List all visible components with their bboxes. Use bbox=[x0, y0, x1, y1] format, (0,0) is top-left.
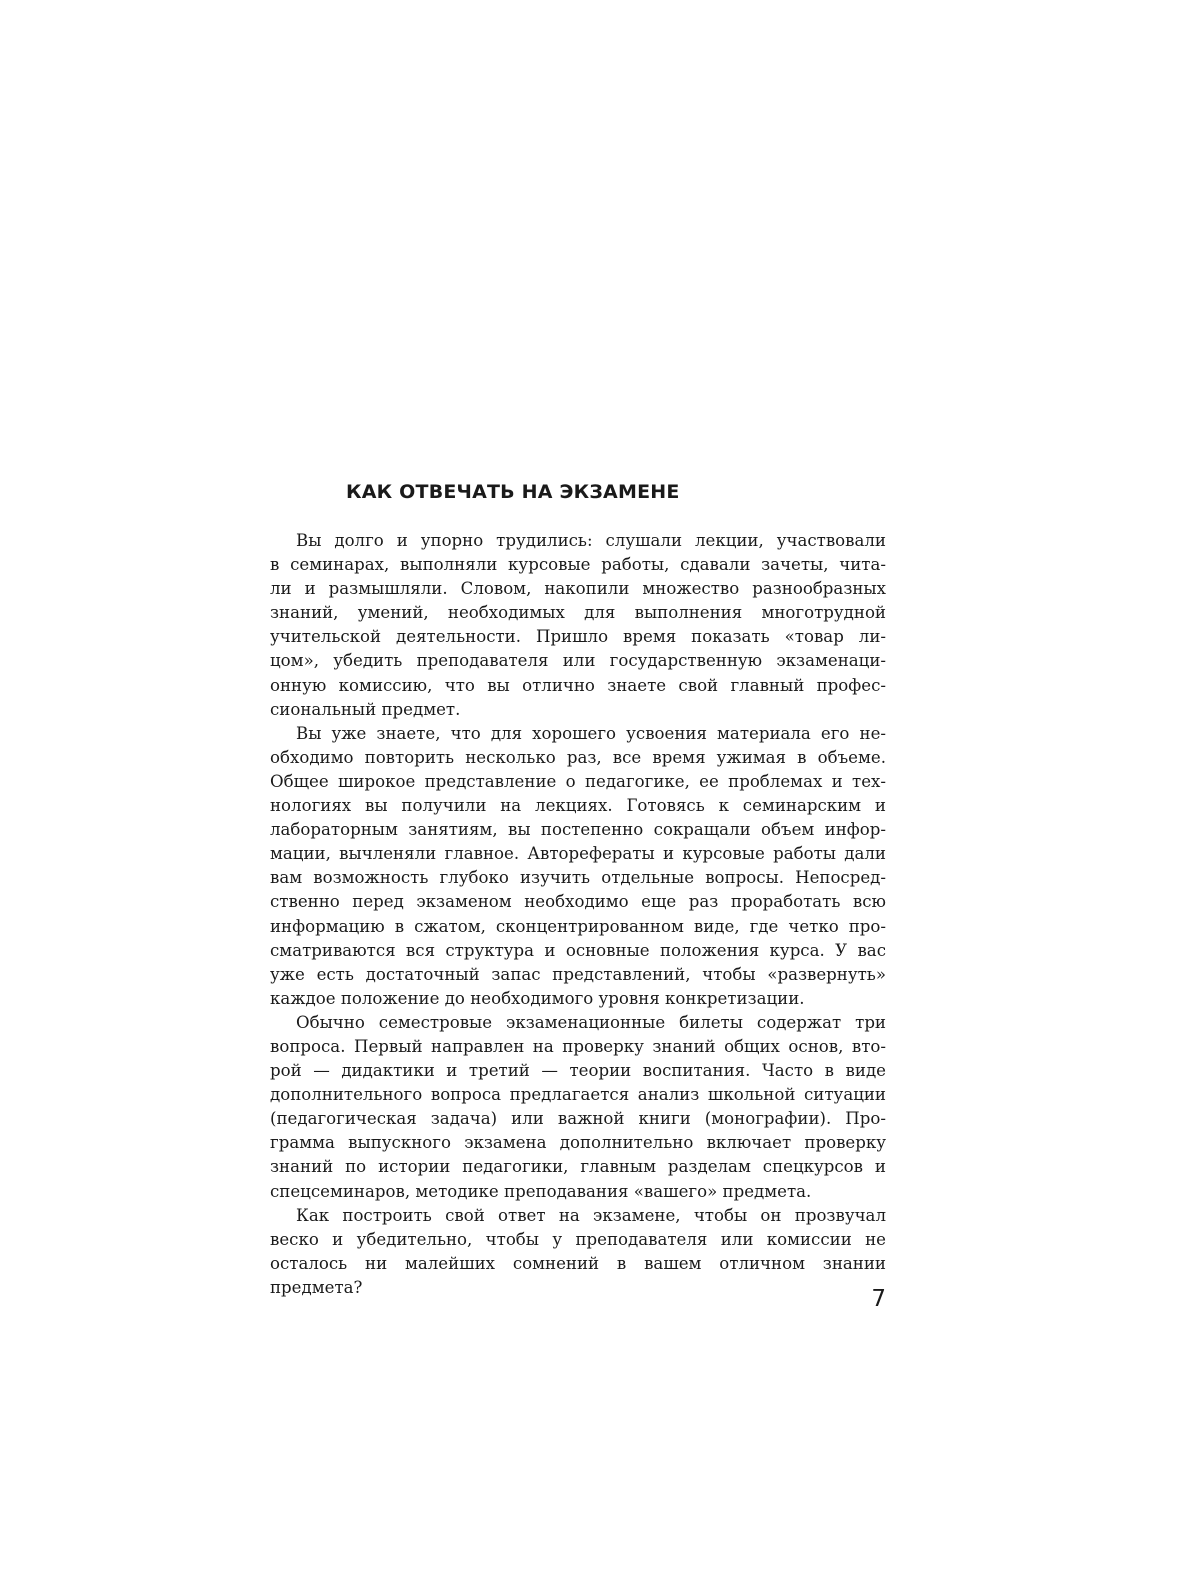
paragraph bbox=[270, 1204, 886, 1300]
text-line: знаний, умений, необходимых для выполнения многотрудной bbox=[270, 603, 886, 623]
text-line: знаний по истории педагогики, главным разделам спецкурсов и bbox=[270, 1157, 886, 1177]
body-text bbox=[270, 529, 886, 1300]
text-line: сматриваются вся структура и основные положения курса. У вас bbox=[270, 940, 886, 960]
text-line: в семинарах, выполняли курсовые работы, сдавали зачеты, чита- bbox=[270, 555, 886, 575]
text-line: веско и убедительно, чтобы у преподавателя или комиссии не bbox=[270, 1229, 886, 1249]
text-line: Общее широкое представление о педагогике, ее проблемах и тех- bbox=[270, 771, 886, 791]
text-line: вам возможность глубоко изучить отдельные вопросы. Непосред- bbox=[270, 868, 886, 888]
text-line: уже есть достаточный запас представлений, чтобы «развернуть» bbox=[270, 964, 886, 984]
text-line: ственно перед экзаменом необходимо еще раз проработать всю bbox=[270, 892, 886, 912]
text-line: нологиях вы получили на лекциях. Готовясь к семинарским и bbox=[270, 796, 886, 816]
text-line: Вы уже знаете, что для хорошего усвоения материала его не- bbox=[296, 723, 886, 743]
text-line: цом», убедить преподавателя или государственную экзаменаци- bbox=[270, 651, 886, 671]
text-line: лабораторным занятиям, вы постепенно сокращали объем инфор- bbox=[270, 820, 886, 840]
text-line: Обычно семестровые экзаменационные билеты содержат три bbox=[296, 1012, 886, 1032]
text-line: грамма выпускного экзамена дополнительно включает проверку bbox=[270, 1133, 886, 1153]
paragraph bbox=[270, 1011, 886, 1204]
text-line: дополнительного вопроса предлагается анализ школьной ситуации bbox=[270, 1085, 886, 1105]
paragraph bbox=[270, 722, 886, 1011]
text-line: предмета? bbox=[270, 1277, 363, 1297]
text-line: ли и размышляли. Словом, накопили множество разнообразных bbox=[270, 579, 886, 599]
text-line: спецсеминаров, методике преподавания «вашего» предмета. bbox=[270, 1181, 812, 1201]
text-line: учительской деятельности. Пришло время показать «товар ли- bbox=[270, 627, 886, 647]
text-line: рой — дидактики и третий — теории воспитания. Часто в виде bbox=[270, 1061, 886, 1081]
text-line: (педагогическая задача) или важной книги (монографии). Про- bbox=[270, 1109, 886, 1129]
page-number: 7 bbox=[871, 1286, 886, 1312]
text-line: информацию в сжатом, сконцентрированном виде, где четко про- bbox=[270, 916, 886, 936]
text-line: онную комиссию, что вы отлично знаете свой главный профес- bbox=[270, 675, 886, 695]
text-line: Вы долго и упорно трудились: слушали лекции, участвовали bbox=[296, 531, 886, 550]
text-line: обходимо повторить несколько раз, все время ужимая в объеме. bbox=[270, 747, 886, 767]
chapter-title: КАК ОТВЕЧАТЬ НА ЭКЗАМЕНЕ bbox=[346, 481, 680, 503]
text-line: каждое положение до необходимого уровня конкретизации. bbox=[270, 988, 805, 1008]
text-line: сиональный предмет. bbox=[270, 699, 461, 719]
text-line: Как построить свой ответ на экзамене, чтобы он прозвучал bbox=[296, 1205, 886, 1225]
paragraph bbox=[270, 529, 886, 722]
text-line: мации, вычленяли главное. Авторефераты и курсовые работы дали bbox=[270, 844, 886, 864]
text-line: вопроса. Первый направлен на проверку знаний общих основ, вто- bbox=[270, 1036, 886, 1056]
text-line: осталось ни малейших сомнений в вашем отличном знании bbox=[270, 1253, 886, 1273]
